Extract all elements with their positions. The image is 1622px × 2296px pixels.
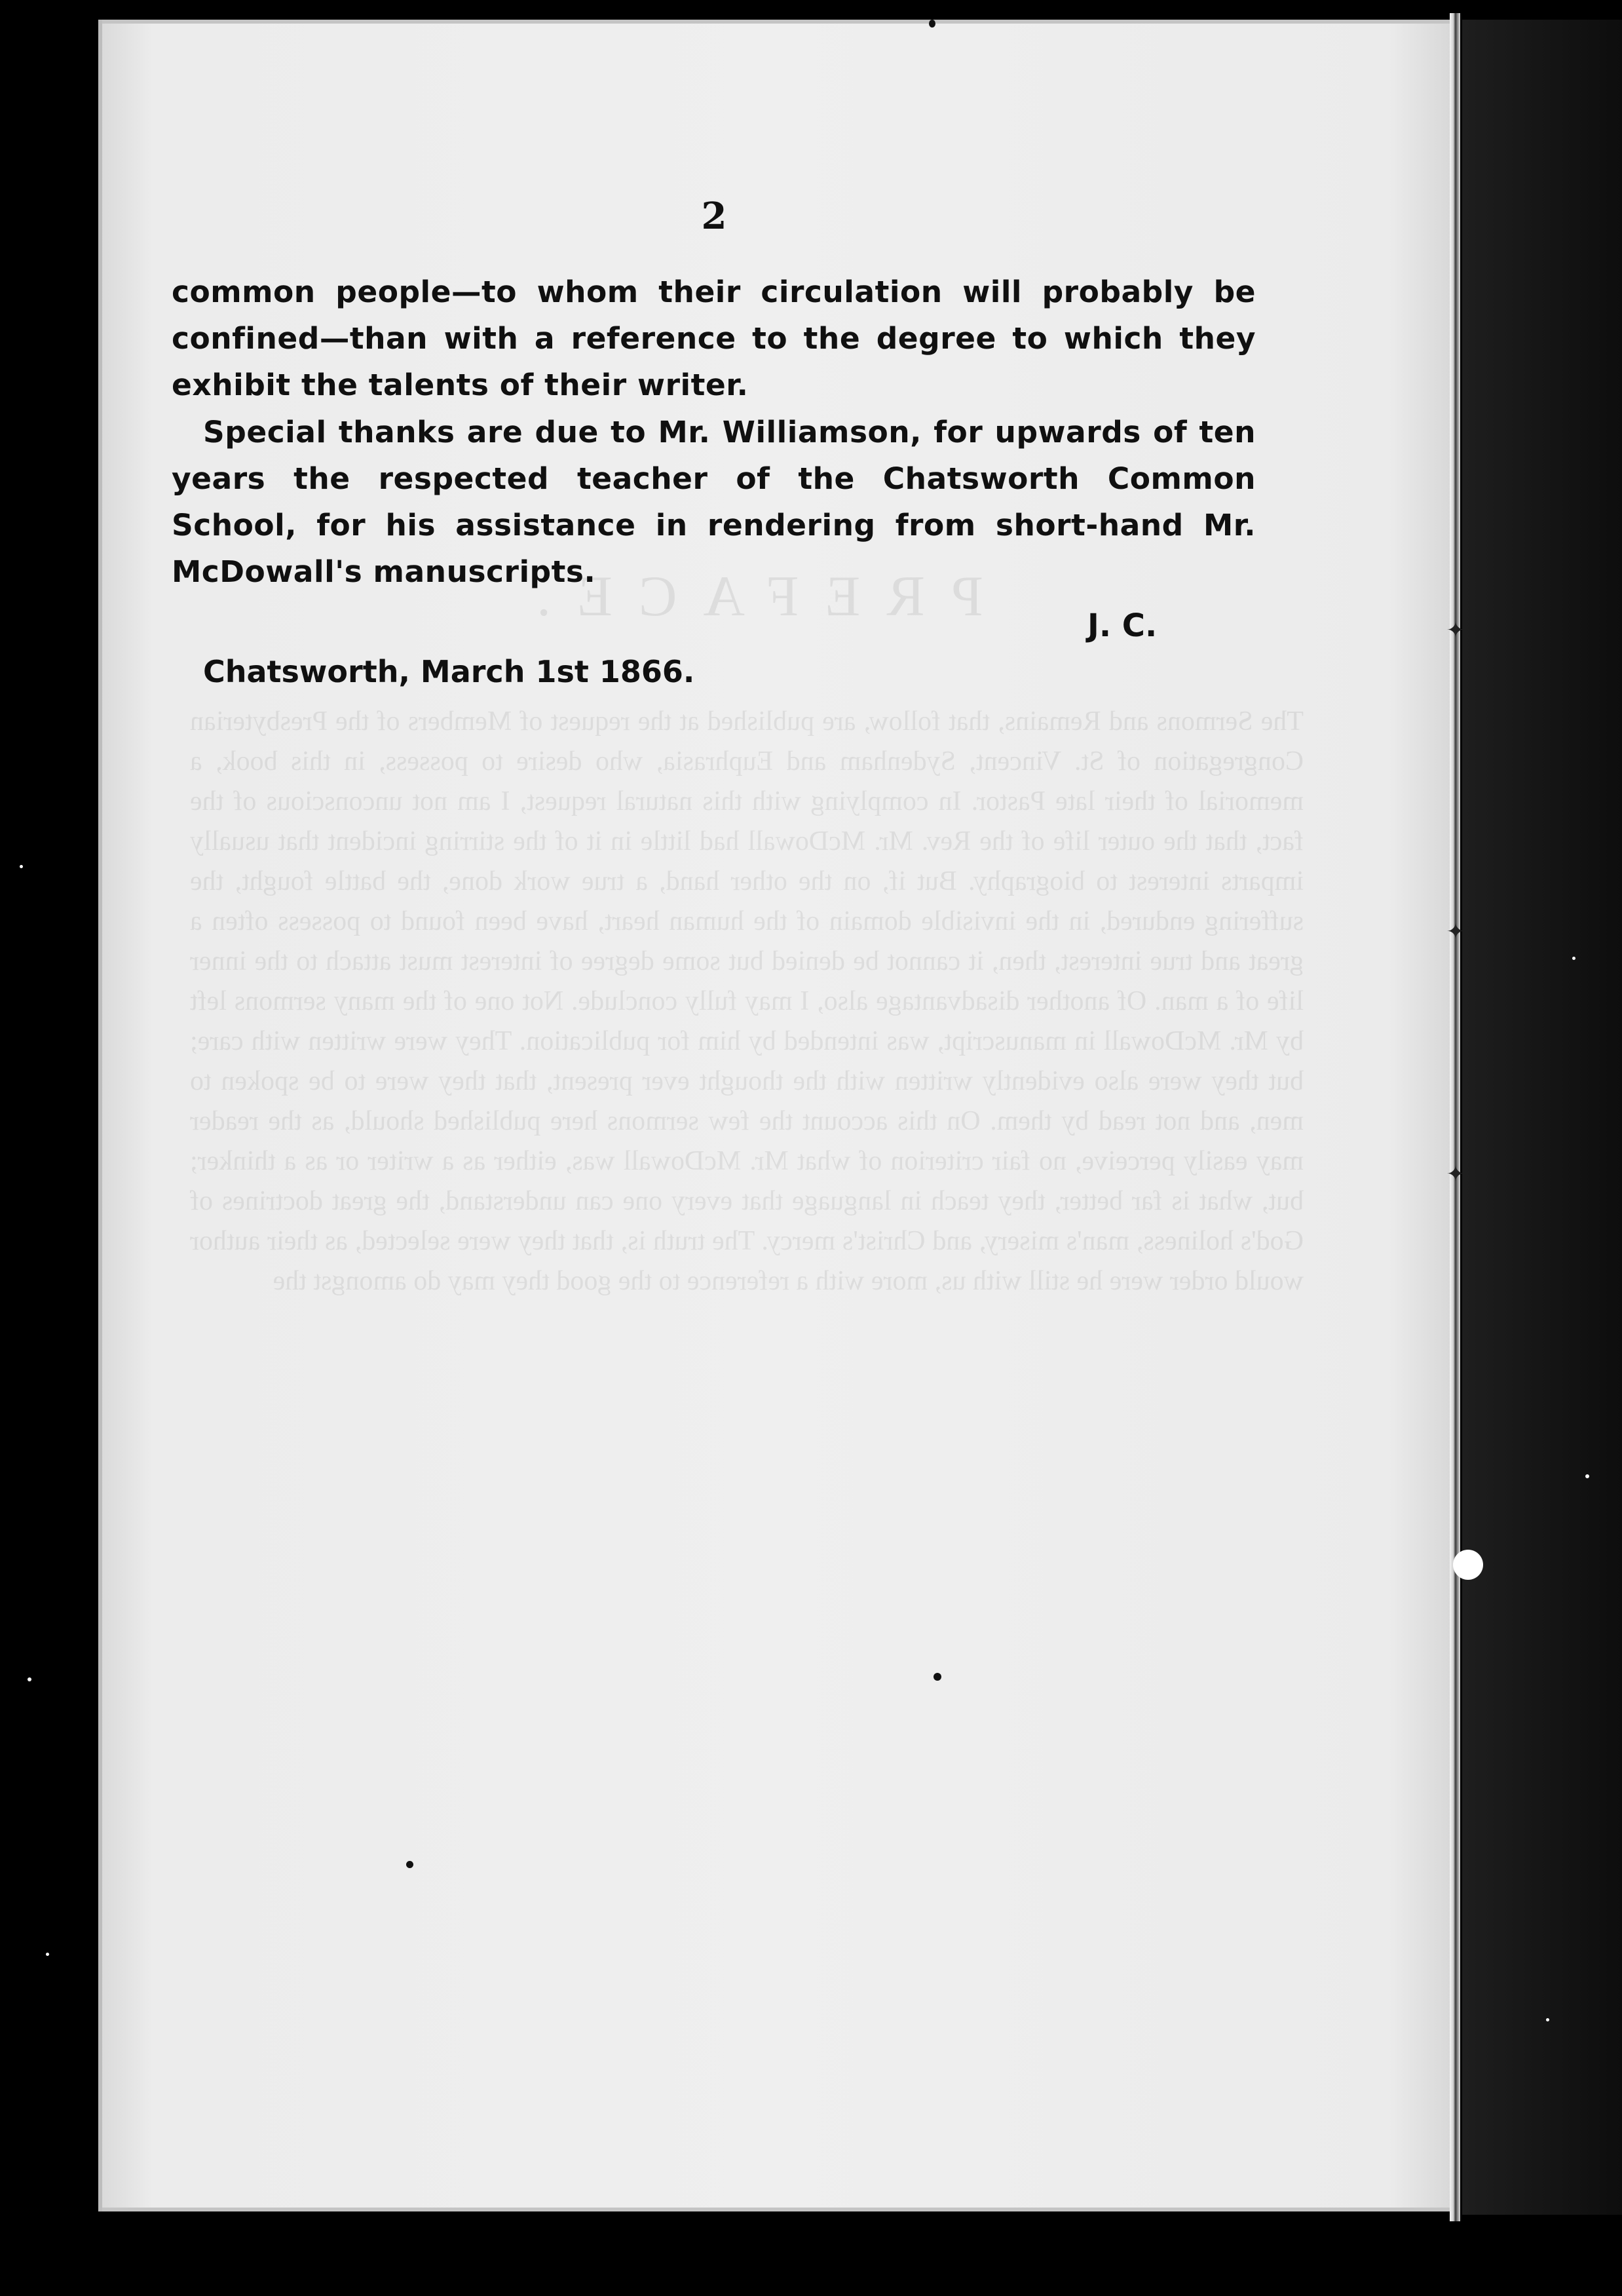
ink-speck bbox=[406, 1861, 413, 1868]
adjacent-page-edge bbox=[1462, 20, 1622, 2215]
ink-speck bbox=[934, 1673, 941, 1681]
page-number: 2 bbox=[701, 195, 727, 238]
dust-speck bbox=[1585, 1474, 1589, 1478]
dust-speck bbox=[28, 1677, 31, 1681]
binding-pin-icon: ✦ bbox=[1446, 919, 1465, 945]
binding-fold bbox=[1450, 13, 1460, 2221]
dust-speck bbox=[20, 865, 23, 868]
signature-initials: J. C. bbox=[1087, 607, 1158, 644]
binding-pin-icon: ✦ bbox=[1446, 617, 1465, 643]
bleed-through-text: PREFACE. The Sermons and Remains, that follow, are published at the request of Members of the Presbyterian Congregation of St. Vincent, Sydenham and Euphrasia, who desire to possess, in this book, a memorial of their late Pastor. In complying with this natural request, I am not unconscious of the fact, that the outer life of the Rev. Mr. McDowall had little in it of the stirring incident that usually imparts interest to biography. But if, on the other hand, a true work done, the battle fought, the suffering endured, in the invisible domain of the human heart, have been found to possess often a great and true interest, then, it cannot be denied but some degree of interest must attach to the inner life of a man. Of another disadvantage also, I may fully conclude. Not one of the many sermons left by Mr. McDowall in manuscript, was intended by him for publication. They were written with care; but they were also evidently written with the thought ever present, that they were to be spoken to men, and not read by them. On this account the few sermons here published should, as the reader may easily perceive, no fair criterion of what Mr. McDowall was, either as a writer or as a thinker; but, what is far better, they teach in language that every one can understand, the great doctrines of God's holiness, man's misery, and Christ's mercy. The truth is, that they were selected, as their author would order were he still with us, more with a reference to the good they may do amongst the bbox=[190, 565, 1304, 1296]
dust-speck bbox=[46, 1953, 49, 1956]
binding-pin-icon: ✦ bbox=[1446, 1161, 1465, 1187]
glare-spot bbox=[1453, 1550, 1483, 1580]
ink-speck bbox=[929, 20, 935, 28]
paragraph-acknowledgement: Special thanks are due to Mr. Williamson, for upwards of ten years the respected teacher of the Chatsworth Common School, for his assistance in rendering from short-hand Mr. McDowall's manuscripts. bbox=[172, 415, 1256, 589]
dust-speck bbox=[1546, 2018, 1549, 2021]
dateline: Chatsworth, March 1st 1866. bbox=[203, 654, 695, 689]
paragraph-continuation: common people—to whom their circulation will probably be confined—than with a reference to the degree to which they exhibit the talents of their writer. bbox=[172, 275, 1256, 402]
dust-speck bbox=[1572, 957, 1575, 960]
